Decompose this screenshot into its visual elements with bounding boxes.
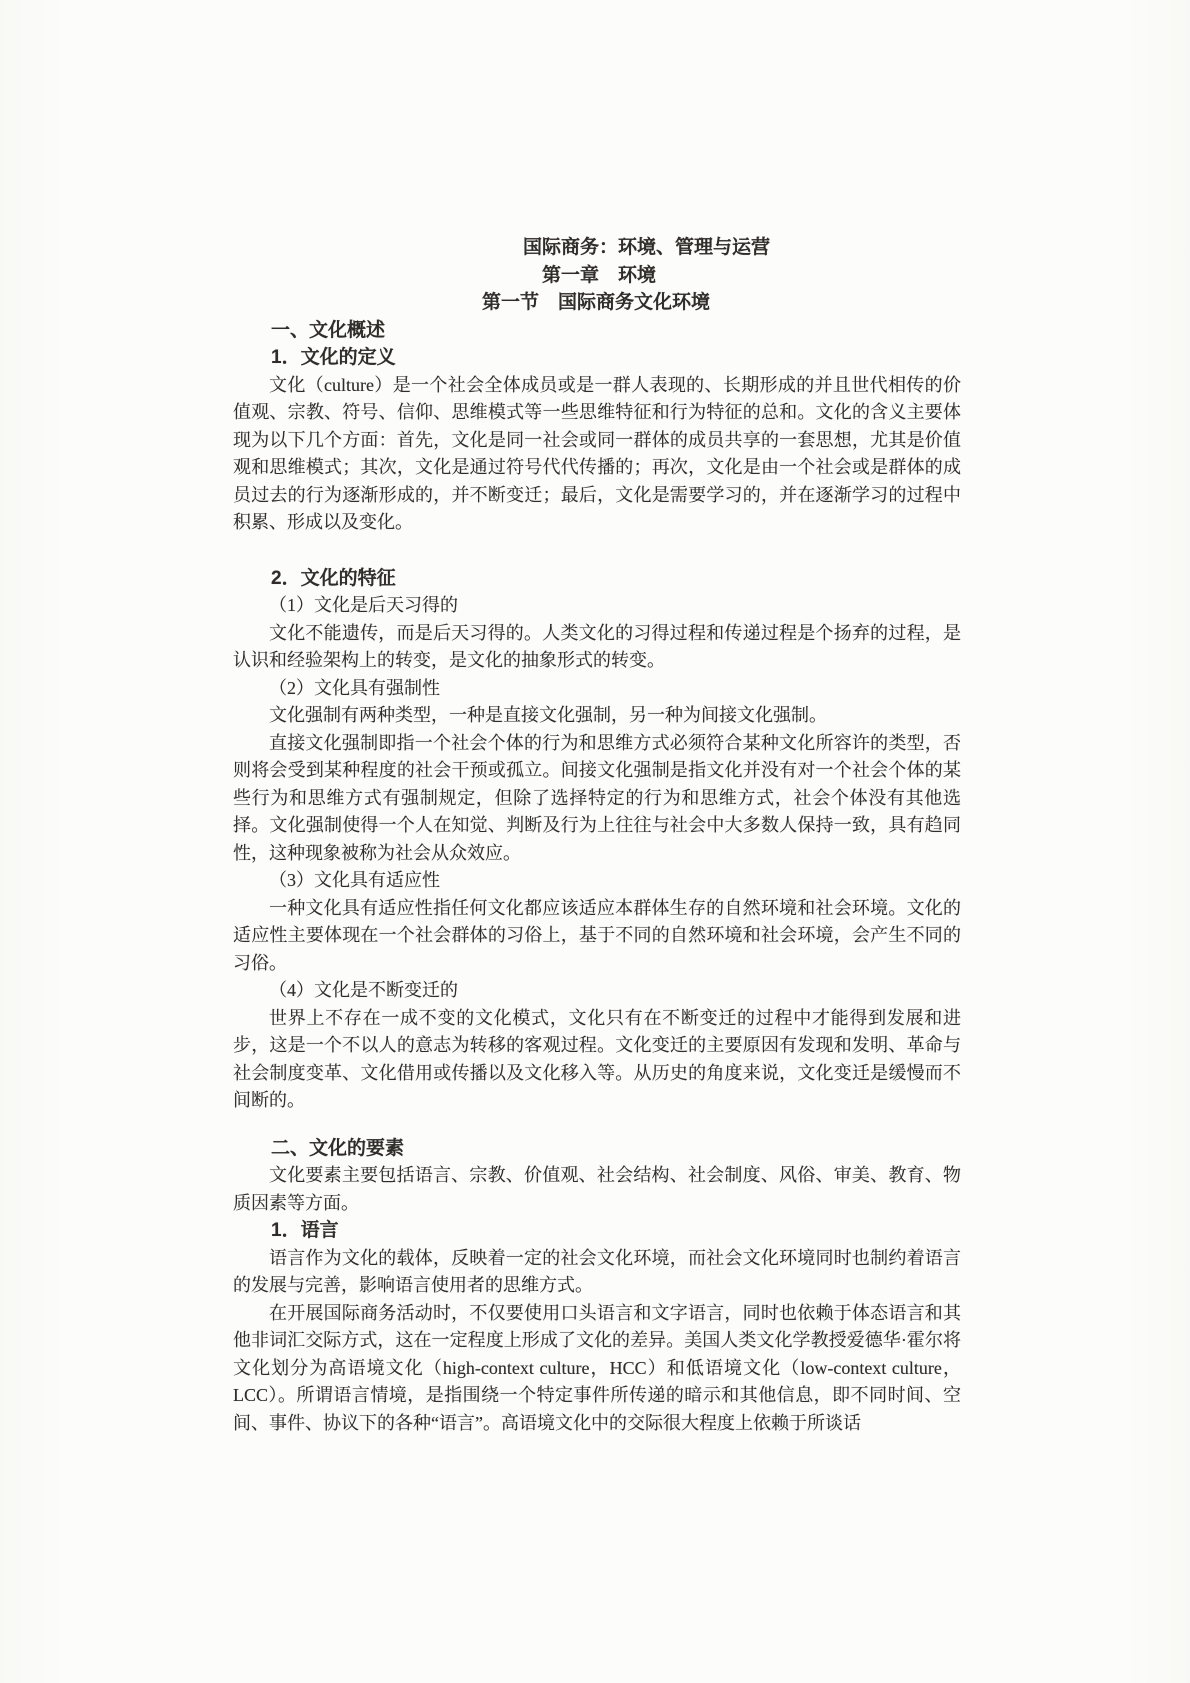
- paragraph-language-2: 在开展国际商务活动时，不仅要使用口头语言和文字语言，同时也依赖于体态语言和其他非词汇交际方式，这在一定程度上形成了文化的差异。美国人类文化学教授爱德华·霍尔将文化划分为高语境文化（high-context culture，HCC）和低语境文化（low-context culture，LCC）。所谓语言情境，是指围绕一个特定事件所传递的暗示和其他信息，即不同时间、空间、事件、协议下的各种“语言”。高语境文化中的交际很大程度上依赖于所谈话: [233, 1302, 961, 1433]
- chapter-title: 第一章 环境: [542, 264, 657, 286]
- heading-language: 1．语言: [271, 1220, 339, 1241]
- section-title: 第一节 国际商务文化环境: [482, 292, 711, 313]
- paragraph-language-1: 语言作为文化的载体，反映着一定的社会文化环境，而社会文化环境同时也制约着语言的发展与完善，影响语言使用者的思维方式。: [233, 1247, 961, 1295]
- document-title: 国际商务：环境、管理与运营: [523, 237, 771, 258]
- paragraph-feature-2a: 文化强制有两种类型，一种是直接文化强制，另一种为间接文化强制。: [269, 705, 827, 725]
- label-feature-2: （2）文化具有强制性: [269, 677, 440, 698]
- paragraph-feature-1: 文化不能遗传，而是后天习得的。人类文化的习得过程和传递过程是个扬弃的过程，是认识和经验架构上的转变，是文化的抽象形式的转变。: [233, 622, 961, 670]
- heading-culture-features: 2．文化的特征: [271, 567, 396, 589]
- paragraph-culture-elements: 文化要素主要包括语言、宗教、价值观、社会结构、社会制度、风俗、审美、教育、物质因素等方面。: [233, 1165, 961, 1213]
- heading-culture-elements: 二、文化的要素: [271, 1137, 405, 1159]
- label-feature-4: （4）文化是不断变迁的: [269, 980, 458, 1000]
- paragraph-feature-3: 一种文化具有适应性指任何文化都应该适应本群体生存的自然环境和社会环境。文化的适应性主要体现在一个社会群体的习俗上，基于不同的自然环境和社会环境，会产生不同的习俗。: [233, 897, 961, 973]
- heading-culture-overview: 一、文化概述: [271, 319, 386, 341]
- paragraph-culture-definition: 文化（culture）是一个社会全体成员或是一群人表现的、长期形成的并且世代相传的价值观、宗教、符号、信仰、思维模式等一些思维特征和行为特征的总和。文化的含义主要体现为以下几个方面：首先，文化是同一社会或同一群体的成员共享的一套思想，尤其是价值观和思维模式；其次，文化是通过符号代代传播的；再次，文化是由一个社会或是群体的成员过去的行为逐渐形成的，并不断变迁；最后，文化是需要学习的，并在逐渐学习的过程中积累、形成以及变化。: [233, 374, 961, 532]
- label-feature-3: （3）文化具有适应性: [269, 870, 440, 890]
- document-content: [233, 234, 961, 1437]
- paragraph-feature-2b: 直接文化强制即指一个社会个体的行为和思维方式必须符合某种文化所容许的类型，否则将会受到某种程度的社会干预或孤立。间接文化强制是指文化并没有对一个社会个体的某些行为和思维方式有强制规定，但除了选择特定的行为和思维方式，社会个体没有其他选择。文化强制使得一个人在知觉、判断及行为上往往与社会中大多数人保持一致，具有趋同性，这种现象被称为社会从众效应。: [233, 732, 961, 863]
- paragraph-feature-4: 世界上不存在一成不变的文化模式，文化只有在不断变迁的过程中才能得到发展和进步，这是一个不以人的意志为转移的客观过程。文化变迁的主要原因有发现和发明、革命与社会制度变革、文化借用或传播以及文化移入等。从历史的角度来说，文化变迁是缓慢而不间断的。: [233, 1007, 961, 1110]
- heading-culture-definition: 1．文化的定义: [271, 347, 396, 368]
- label-feature-1: （1）文化是后天习得的: [269, 595, 458, 615]
